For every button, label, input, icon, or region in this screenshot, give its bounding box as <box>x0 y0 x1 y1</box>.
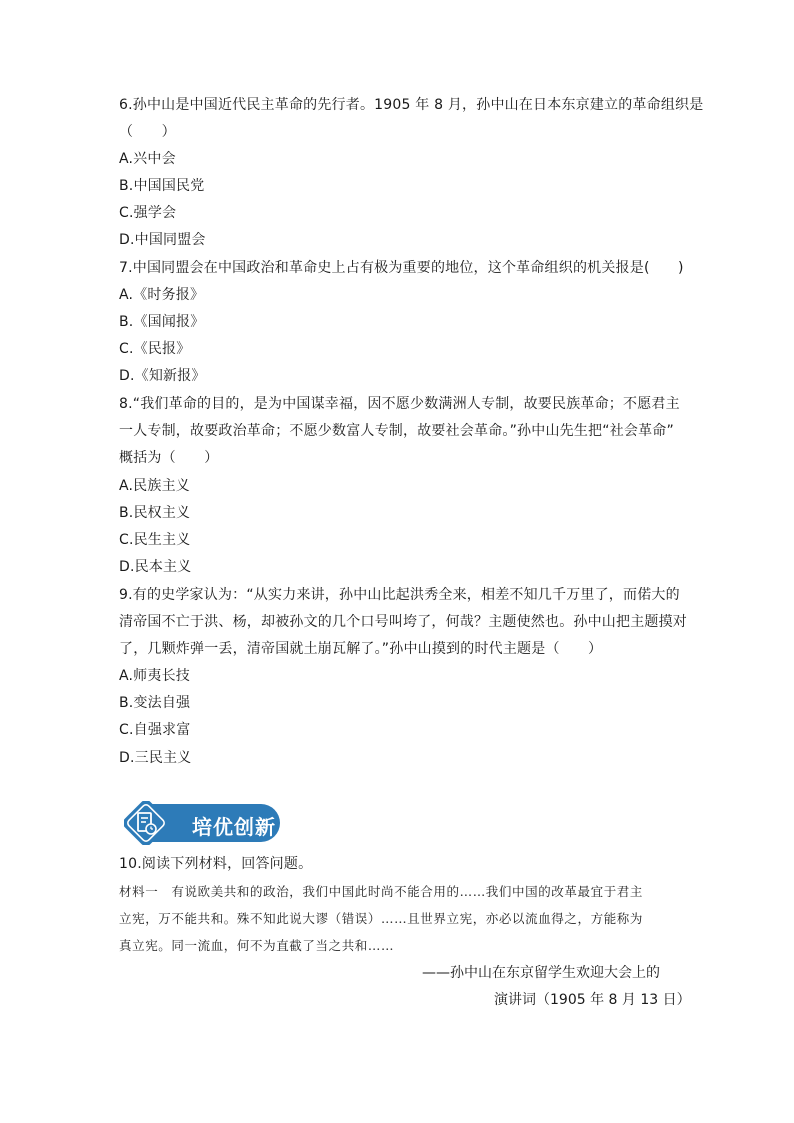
q6-option-c: C.强学会 <box>119 205 177 221</box>
q8-option-a: A.民族主义 <box>119 478 190 494</box>
section-title: 培优创新 <box>192 815 276 839</box>
material1-source-line1: ——孙中山在东京留学生欢迎大会上的 <box>422 965 660 981</box>
q8-option-d: D.民本主义 <box>119 559 192 575</box>
material1-line2: 立宪，万不能共和。殊不知此说大谬（错误）……且世界立宪，亦必以流血得之，方能称为 <box>119 911 644 926</box>
document-clock-icon <box>124 801 168 845</box>
q9-option-c: C.自强求富 <box>119 722 191 738</box>
q8-stem-line3: 概括为（ ） <box>119 450 219 466</box>
section-banner <box>124 800 282 846</box>
q9-option-d: D.三民主义 <box>119 750 192 766</box>
q8-option-b: B.民权主义 <box>119 505 191 521</box>
q7-stem: 7.中国同盟会在中国政治和革命史上占有极为重要的地位，这个革命组织的机关报是( ) <box>119 260 684 276</box>
q9-stem-line1: 9.有的史学家认为：“从实力来讲，孙中山比起洪秀全来，相差不知几千万里了，而偌大的 <box>119 587 680 603</box>
q10-stem: 10.阅读下列材料，回答问题。 <box>119 856 313 872</box>
q9-stem-line2: 清帝国不亡于洪、杨，却被孙文的几个口号叫垮了，何哉？主题使然也。孙中山把主题摸对 <box>119 614 687 630</box>
q8-stem-line2: 一人专制，故要政治革命；不愿少数富人专制，故要社会革命。”孙中山先生把“社会革命” <box>119 423 674 439</box>
material1-source-line2: 演讲词（1905 年 8 月 13 日） <box>494 992 691 1008</box>
q9-stem-line3: 了，几颗炸弹一丢，清帝国就土崩瓦解了。”孙中山摸到的时代主题是（ ） <box>119 641 603 657</box>
q7-option-b: B.《国闻报》 <box>119 314 205 330</box>
q8-option-c: C.民生主义 <box>119 532 191 548</box>
q6-option-a: A.兴中会 <box>119 151 176 167</box>
material1-line3: 真立宪。同一流血，何不为直截了当之共和…… <box>119 938 395 953</box>
q9-option-b: B.变法自强 <box>119 695 191 711</box>
q6-option-d: D.中国同盟会 <box>119 232 206 248</box>
material1-line1: 材料一 有说欧美共和的政治，我们中国此时尚不能合用的……我们中国的改革最宜于君主 <box>119 884 644 899</box>
q7-option-c: C.《民报》 <box>119 341 191 357</box>
q6-stem-line2: （ ） <box>119 124 176 140</box>
q7-option-a: A.《时务报》 <box>119 287 205 303</box>
q6-option-b: B.中国国民党 <box>119 178 205 194</box>
q8-stem-line1: 8.“我们革命的目的，是为中国谋幸福，因不愿少数满洲人专制，故要民族革命；不愿君主 <box>119 396 680 412</box>
q7-option-d: D.《知新报》 <box>119 368 206 384</box>
q6-stem-line1: 6.孙中山是中国近代民主革命的先行者。1905 年 8 月，孙中山在日本东京建立的革命组织是 <box>119 97 704 113</box>
q9-option-a: A.师夷长技 <box>119 668 190 684</box>
